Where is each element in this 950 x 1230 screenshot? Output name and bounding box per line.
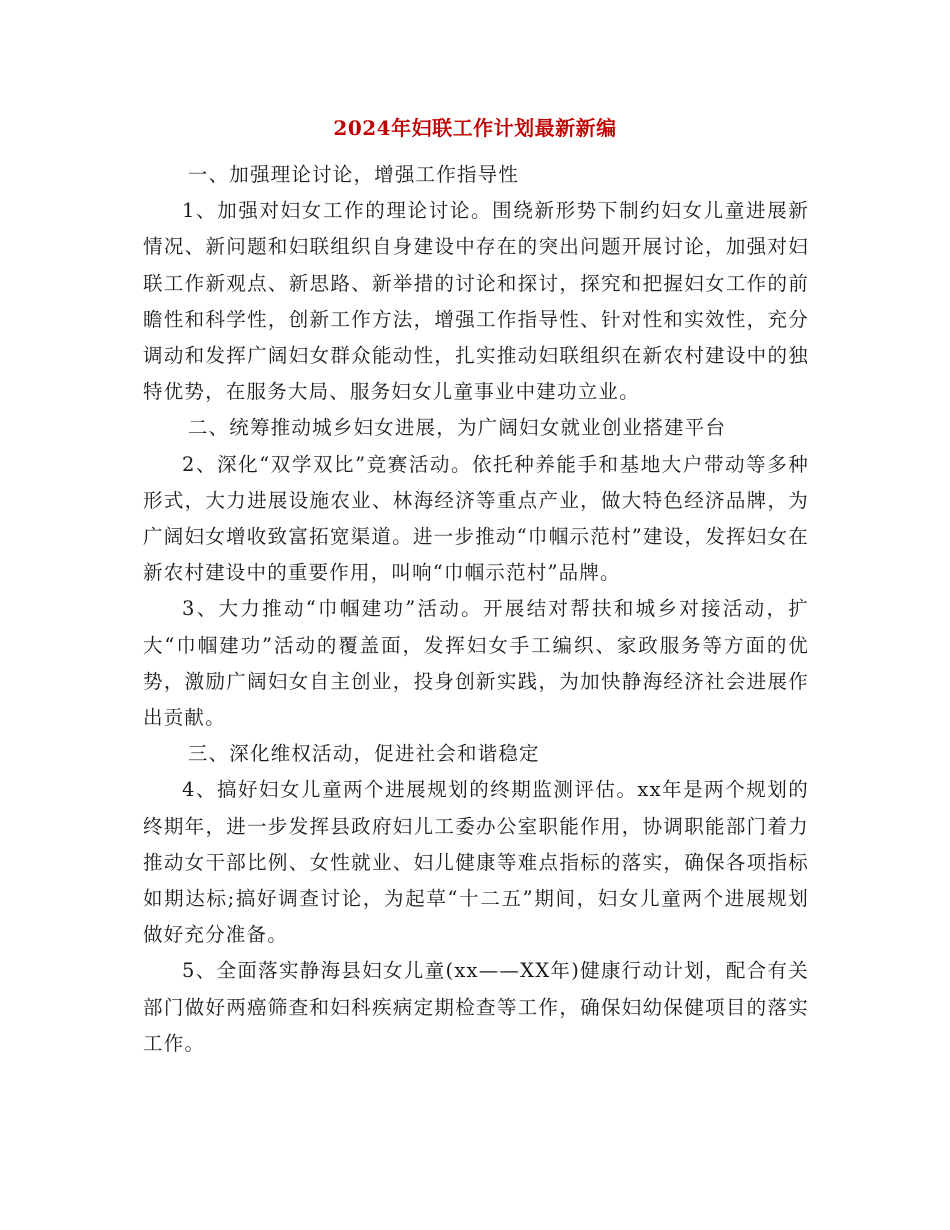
paragraph-1: 1、加强对妇女工作的理论讨论。围绕新形势下制约妇女儿童进展新情况、新问题和妇联组织自身建设中存在的突出问题开展讨论，加强对妇联工作新观点、新思路、新举措的讨论和探讨，探究和把握妇女工作的前瞻性和科学性，创新工作方法，增强工作指导性、针对性和实效性，充分调动和发挥广阔妇女群众能动性，扎实推动妇联组织在新农村建设中的独特优势，在服务大局、服务妇女儿童事业中建功立业。: [143, 199, 809, 404]
section-heading-3: 三、深化维权活动，促进社会和谐稳定: [187, 742, 540, 766]
paragraph-2: 2、深化“双学双比”竞赛活动。依托种养能手和基地大户带动等多种形式，大力进展设施农业、林海经济等重点产业，做大特色经济品牌，为广阔妇女增收致富拓宽渠道。进一步推动“巾帼示范村”建设，发挥妇女在新农村建设中的重要作用，叫响“巾帼示范村”品牌。: [143, 452, 809, 585]
document-title: 2024年妇联工作计划最新新编: [333, 116, 617, 140]
section-heading-1: 一、加强理论讨论，增强工作指导性: [187, 163, 520, 186]
paragraph-4: 4、搞好妇女儿童两个进展规划的终期监测评估。xx年是两个规划的终期年，进一步发挥县政府妇儿工委办公室职能作用，协调职能部门着力推动女干部比例、女性就业、妇儿健康等难点指标的落实，确保各项指标如期达标;搞好调查讨论，为起草“十二五”期间，妇女儿童两个进展规划做好充分准备。: [143, 778, 809, 947]
section-heading-2: 二、统筹推动城乡妇女进展，为广阔妇女就业创业搭建平台: [187, 416, 727, 440]
paragraph-3: 3、大力推动“巾帼建功”活动。开展结对帮扶和城乡对接活动，扩大“巾帼建功”活动的覆盖面，发挥妇女手工编织、家政服务等方面的优势，激励广阔妇女自主创业，投身创新实践，为加快静海经济社会进展作出贡献。: [143, 597, 809, 730]
document-body: [143, 157, 809, 1062]
paragraph-5: 5、全面落实静海县妇女儿童(xx——XX年)健康行动计划，配合有关部门做好两癌筛查和妇科疾病定期检查等工作，确保妇幼保健项目的落实工作。: [143, 959, 809, 1055]
